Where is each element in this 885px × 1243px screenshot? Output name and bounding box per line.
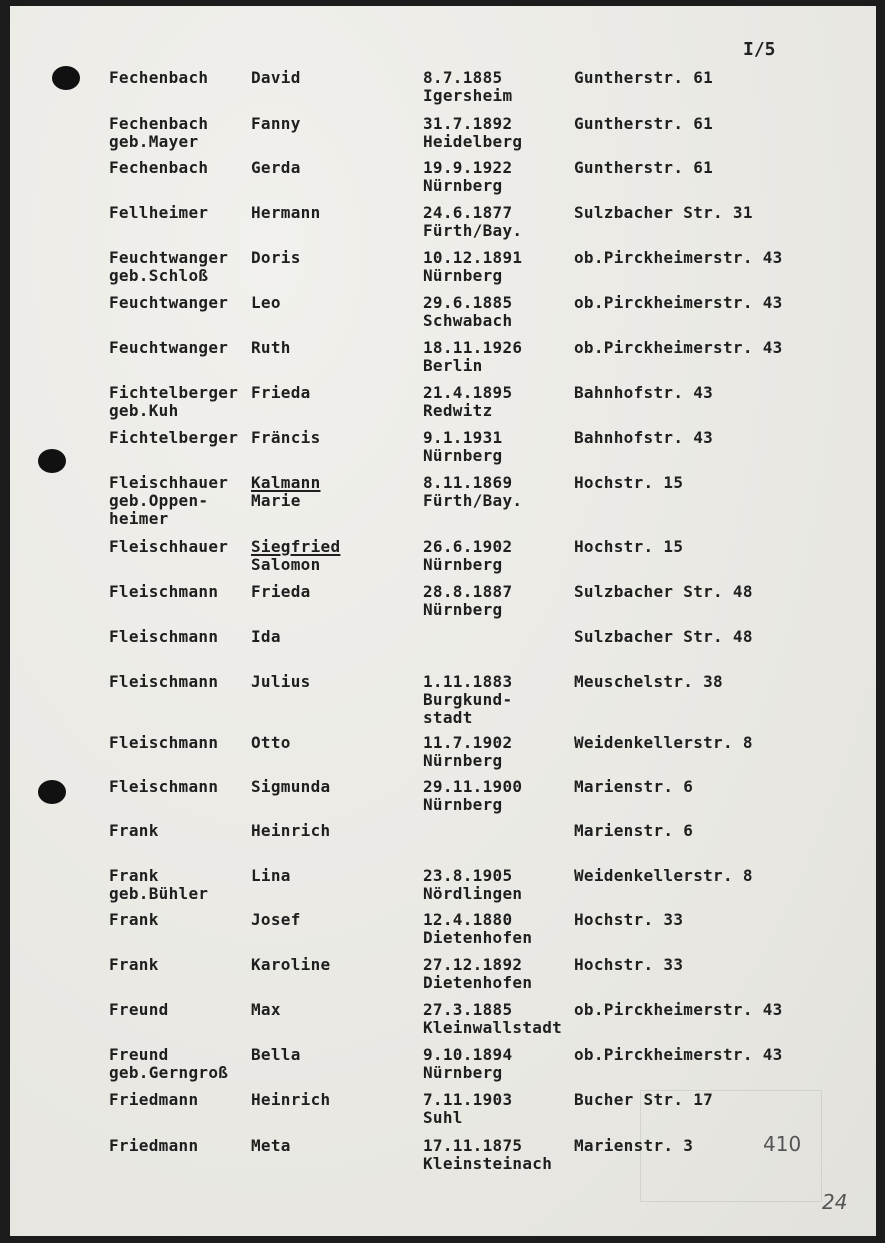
given-name: Fanny	[251, 114, 301, 133]
birth-place: Schwabach	[423, 311, 513, 330]
surname: Fleischmann	[109, 627, 219, 646]
surname: Freund geb.Gerngroß	[109, 1045, 229, 1082]
given-name: Julius	[251, 672, 311, 691]
given-name: Ruth	[251, 338, 291, 357]
given-name: Bella	[251, 1045, 301, 1064]
surname: Fechenbach geb.Mayer	[109, 114, 209, 151]
surname: Freund	[109, 1000, 169, 1019]
birth-place: Heidelberg	[423, 132, 523, 151]
birth-place: Burgkund- stadt	[423, 690, 513, 727]
address: Bahnhofstr. 43	[574, 428, 714, 447]
surname: Fellheimer	[109, 203, 209, 222]
given-name: Heinrich	[251, 1090, 331, 1109]
given-name: Gerda	[251, 158, 301, 177]
birth-date: 11.7.1902	[423, 733, 513, 752]
birth-place: Nürnberg	[423, 600, 503, 619]
surname: Fleischhauer geb.Oppen- heimer	[109, 473, 229, 528]
address: Marienstr. 6	[574, 777, 694, 796]
birth-date: 8.11.1869	[423, 473, 513, 492]
given-name: Fräncis	[251, 428, 321, 447]
birth-place: Igersheim	[423, 86, 513, 105]
address: Guntherstr. 61	[574, 158, 714, 177]
birth-place: Nürnberg	[423, 446, 503, 465]
birth-place: Fürth/Bay.	[423, 491, 523, 510]
birth-place: Berlin	[423, 356, 483, 375]
birth-place: Kleinwallstadt	[423, 1018, 563, 1037]
birth-date: 29.11.1900	[423, 777, 523, 796]
page-number: I/5	[743, 39, 776, 60]
address: ob.Pirckheimerstr. 43	[574, 338, 783, 357]
birth-date: 12.4.1880	[423, 910, 513, 929]
punch-hole	[38, 780, 66, 804]
given-name: David	[251, 68, 301, 87]
given-name: Meta	[251, 1136, 291, 1155]
address: Sulzbacher Str. 48	[574, 582, 753, 601]
given-name: Otto	[251, 733, 291, 752]
given-name-second: Marie	[251, 491, 301, 510]
birth-date: 9.1.1931	[423, 428, 503, 447]
address: Marienstr. 6	[574, 821, 694, 840]
birth-place: Nürnberg	[423, 555, 503, 574]
surname: Feuchtwanger	[109, 338, 229, 357]
address: Hochstr. 15	[574, 473, 684, 492]
surname: Frank	[109, 955, 159, 974]
birth-date: 27.3.1885	[423, 1000, 513, 1019]
given-name: Ida	[251, 627, 281, 646]
surname: Feuchtwanger geb.Schloß	[109, 248, 229, 285]
birth-date: 27.12.1892	[423, 955, 523, 974]
punch-hole	[38, 449, 66, 473]
address: Bucher Str. 17	[574, 1090, 714, 1109]
birth-date: 17.11.1875	[423, 1136, 523, 1155]
given-name: Hermann	[251, 203, 321, 222]
surname: Frank geb.Bühler	[109, 866, 209, 903]
given-name: Lina	[251, 866, 291, 885]
address: Guntherstr. 61	[574, 68, 714, 87]
given-name: Doris	[251, 248, 301, 267]
birth-date: 31.7.1892	[423, 114, 513, 133]
birth-date: 21.4.1895	[423, 383, 513, 402]
surname: Fleischmann	[109, 733, 219, 752]
birth-date: 28.8.1887	[423, 582, 513, 601]
surname: Fechenbach	[109, 68, 209, 87]
birth-date: 24.6.1877	[423, 203, 513, 222]
birth-date: 1.11.1883	[423, 672, 513, 691]
address: Hochstr. 15	[574, 537, 684, 556]
birth-place: Dietenhofen	[423, 928, 533, 947]
birth-date: 9.10.1894	[423, 1045, 513, 1064]
birth-place: Kleinsteinach	[423, 1154, 553, 1173]
surname: Fichtelberger geb.Kuh	[109, 383, 239, 420]
birth-place: Nürnberg	[423, 1063, 503, 1082]
address: ob.Pirckheimerstr. 43	[574, 248, 783, 267]
given-name: Sigmunda	[251, 777, 331, 796]
address: ob.Pirckheimerstr. 43	[574, 1045, 783, 1064]
given-name: Kalmann	[251, 473, 321, 492]
given-name: Max	[251, 1000, 281, 1019]
address: Hochstr. 33	[574, 910, 684, 929]
surname: Frank	[109, 821, 159, 840]
surname: Fleischmann	[109, 777, 219, 796]
birth-date: 29.6.1885	[423, 293, 513, 312]
birth-date: 23.8.1905	[423, 866, 513, 885]
birth-place: Nürnberg	[423, 266, 503, 285]
given-name: Karoline	[251, 955, 331, 974]
surname: Fleischmann	[109, 672, 219, 691]
birth-date: 19.9.1922	[423, 158, 513, 177]
given-name: Frieda	[251, 383, 311, 402]
address: ob.Pirckheimerstr. 43	[574, 293, 783, 312]
surname: Fichtelberger	[109, 428, 239, 447]
address: Weidenkellerstr. 8	[574, 733, 753, 752]
birth-date: 10.12.1891	[423, 248, 523, 267]
address: Guntherstr. 61	[574, 114, 714, 133]
surname: Fleischmann	[109, 582, 219, 601]
birth-place: Redwitz	[423, 401, 493, 420]
given-name: Josef	[251, 910, 301, 929]
surname: Friedmann	[109, 1136, 199, 1155]
birth-date: 7.11.1903	[423, 1090, 513, 1109]
address: Sulzbacher Str. 31	[574, 203, 753, 222]
birth-place: Nürnberg	[423, 751, 503, 770]
pencil-number-note: 410	[763, 1132, 802, 1156]
surname: Friedmann	[109, 1090, 199, 1109]
punch-hole	[52, 66, 80, 90]
given-name: Heinrich	[251, 821, 331, 840]
given-name: Frieda	[251, 582, 311, 601]
birth-date: 26.6.1902	[423, 537, 513, 556]
address: Marienstr. 3	[574, 1136, 694, 1155]
birth-place: Fürth/Bay.	[423, 221, 523, 240]
address: Weidenkellerstr. 8	[574, 866, 753, 885]
pencil-corner-note: 24	[822, 1190, 848, 1214]
given-name-second: Salomon	[251, 555, 321, 574]
birth-place: Dietenhofen	[423, 973, 533, 992]
given-name: Siegfried	[251, 537, 341, 556]
address: Bahnhofstr. 43	[574, 383, 714, 402]
address: Meuschelstr. 38	[574, 672, 723, 691]
birth-date: 18.11.1926	[423, 338, 523, 357]
surname: Feuchtwanger	[109, 293, 229, 312]
birth-date: 8.7.1885	[423, 68, 503, 87]
address: ob.Pirckheimerstr. 43	[574, 1000, 783, 1019]
surname: Frank	[109, 910, 159, 929]
surname: Fechenbach	[109, 158, 209, 177]
surname: Fleischhauer	[109, 537, 229, 556]
birth-place: Nürnberg	[423, 176, 503, 195]
address: Sulzbacher Str. 48	[574, 627, 753, 646]
address: Hochstr. 33	[574, 955, 684, 974]
birth-place: Nürnberg	[423, 795, 503, 814]
given-name: Leo	[251, 293, 281, 312]
birth-place: Suhl	[423, 1108, 463, 1127]
birth-place: Nördlingen	[423, 884, 523, 903]
